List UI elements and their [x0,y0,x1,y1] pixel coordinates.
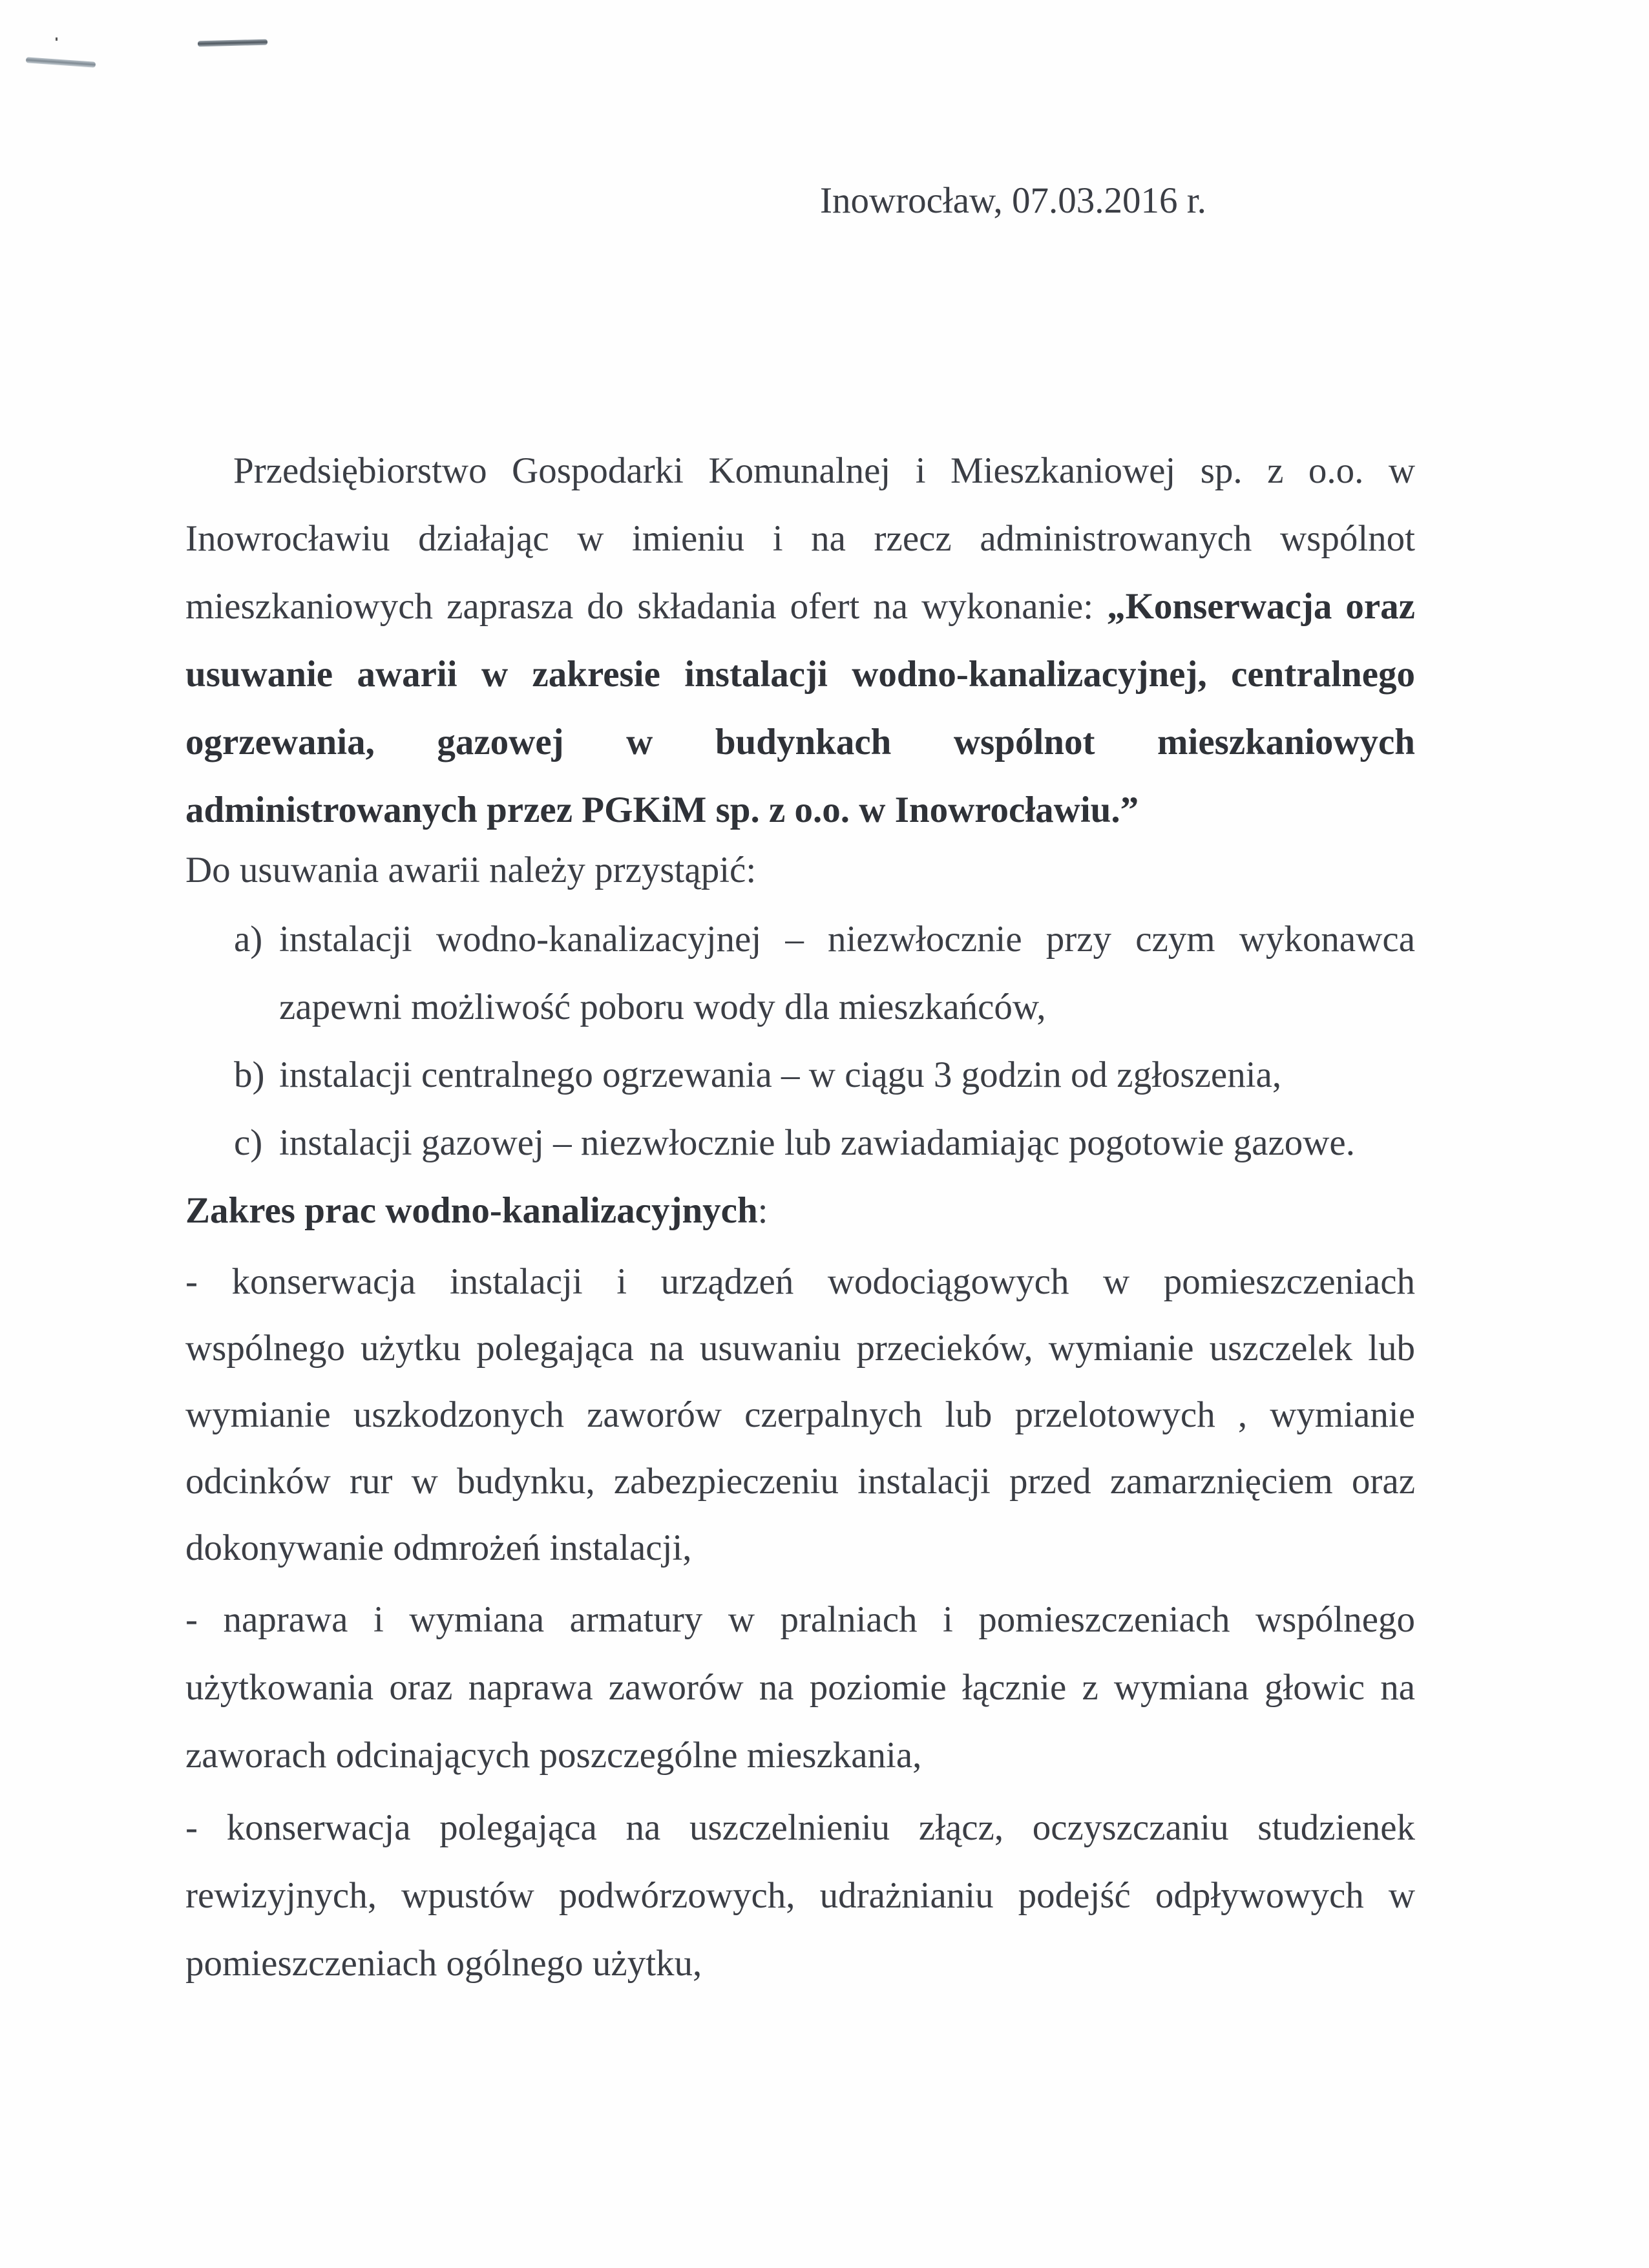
scope-heading-colon: : [757,1190,768,1231]
scope-1-line-1: - konserwacja instalacji i urządzeń wodociągowych w pomieszczeniach [185,1261,1415,1302]
intro-line-1: Przedsiębiorstwo Gospodarki Komunalnej i Mieszkaniowej sp. z o.o. w [233,450,1415,491]
scan-speck [56,37,58,41]
scope-3-line-2: rewizyjnych, wpustów podwórzowych, udrażnianiu podejść odpływowych w [185,1875,1415,1916]
item-c-label: c) [234,1122,263,1163]
scope-3-line-3: pomieszczeniach ogólnego użytku, [185,1943,702,1984]
scope-2-line-2: użytkowania oraz naprawa zaworów na poziomie łącznie z wymiana głowic na [185,1667,1415,1708]
intro-line-2: Inowrocławiu działając w imieniu i na rzecz administrowanych wspólnot [185,518,1415,559]
scope-2-line-1: - naprawa i wymiana armatury w pralniach i pomieszczeniach wspólnego [185,1599,1415,1640]
item-c-text: instalacji gazowej – niezwłocznie lub zawiadamiając pogotowie gazowe. [279,1122,1355,1163]
tender-title-line-2: usuwanie awarii w zakresie instalacji wodno-kanalizacyjnej, centralnego [185,654,1415,695]
tender-title-line-4: administrowanych przez PGKiM sp. z o.o. w Inowrocławiu.” [185,790,1139,830]
item-b-text: instalacji centralnego ogrzewania – w ciągu 3 godzin od zgłoszenia, [279,1055,1282,1095]
item-a-label: a) [234,919,263,960]
scope-1-line-3: wymianie uszkodzonych zaworów czerpalnych lub przelotowych , wymianie [185,1394,1415,1435]
item-a-line-2: zapewni możliwość poboru wody dla mieszkańców, [279,987,1046,1027]
staple-right [198,39,268,47]
date-line: Inowrocław, 07.03.2016 r. [820,180,1206,221]
scope-1-line-2: wspólnego użytku polegająca na usuwaniu przecieków, wymianie uszczelek lub [185,1328,1415,1369]
tender-title-line-3: ogrzewania, gazowej w budynkach wspólnot mieszkaniowych [185,722,1415,762]
intro-line-3-text: mieszkaniowych zaprasza do składania ofert na wykonanie: [185,586,1108,627]
scope-heading [185,1192,768,1229]
item-b-label: b) [234,1055,265,1095]
scope-1-line-4: odcinków rur w budynku, zabezpieczeniu instalacji przed zamarznięciem oraz [185,1461,1415,1502]
scope-3-line-1: - konserwacja polegająca na uszczelnieniu złącz, oczyszczaniu studzienek [185,1807,1415,1848]
scope-heading-text: Zakres prac wodno-kanalizacyjnych [185,1190,758,1231]
scope-2-line-3: zaworach odcinających poszczególne mieszkania, [185,1735,922,1776]
scope-1-line-5: dokonywanie odmrożeń instalacji, [185,1528,692,1568]
tender-title-start: „Konserwacja oraz [1107,586,1415,627]
deadlines-heading: Do usuwania awarii należy przystąpić: [185,850,757,890]
item-a-line-1: instalacji wodno-kanalizacyjnej – niezwłocznie przy czym wykonawca [279,919,1415,960]
intro-line-3 [185,588,1415,625]
staple-left [26,57,96,68]
